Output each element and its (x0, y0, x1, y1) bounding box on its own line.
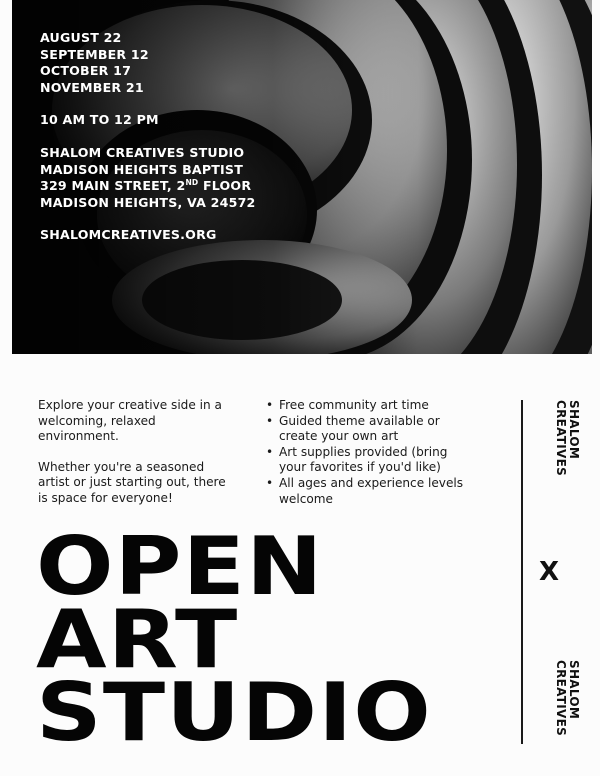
features-list (264, 398, 474, 507)
event-details (40, 30, 256, 244)
venue-name: SHALOM CREATIVES STUDIO (40, 144, 245, 160)
list-item: • Art supplies provided (bring your favorites if you'd like) (264, 445, 474, 476)
divider (521, 400, 523, 744)
event-date: AUGUST 22 (40, 30, 122, 45)
event-date: NOVEMBER 21 (40, 79, 144, 95)
page-title (36, 520, 432, 759)
brand-label-top: SHALOM CREATIVES (554, 400, 581, 477)
venue-city: MADISON HEIGHTS, VA 24572 (40, 194, 256, 210)
intro-paragraph: Explore your creative side in a welcoming, relaxed environment. (38, 398, 222, 444)
brand-label-bottom: SHALOM CREATIVES (554, 660, 581, 737)
website-link[interactable]: SHALOMCREATIVES.ORG (40, 227, 217, 243)
list-item: • All ages and experience levels welcome (264, 476, 474, 507)
event-date: OCTOBER 17 (40, 63, 132, 79)
hero-image (12, 0, 592, 354)
intro-paragraph: Whether you're a seasoned artist or just starting out, there is space for everyone! (38, 459, 226, 505)
list-item: • Free community art time (264, 398, 474, 414)
separator-x: X (538, 557, 560, 587)
event-date: SEPTEMBER 12 (40, 46, 149, 62)
title-line: ART (36, 593, 239, 686)
event-time: 10 AM TO 12 PM (40, 112, 159, 128)
intro-text (38, 398, 228, 522)
list-item: • Guided theme available or create your own art (264, 414, 474, 445)
title-line: OPEN (36, 520, 324, 613)
title-line: STUDIO (36, 666, 432, 759)
venue-street: 329 MAIN STREET, 2ND FLOOR (40, 178, 252, 194)
venue-building: MADISON HEIGHTS BAPTIST (40, 161, 243, 177)
